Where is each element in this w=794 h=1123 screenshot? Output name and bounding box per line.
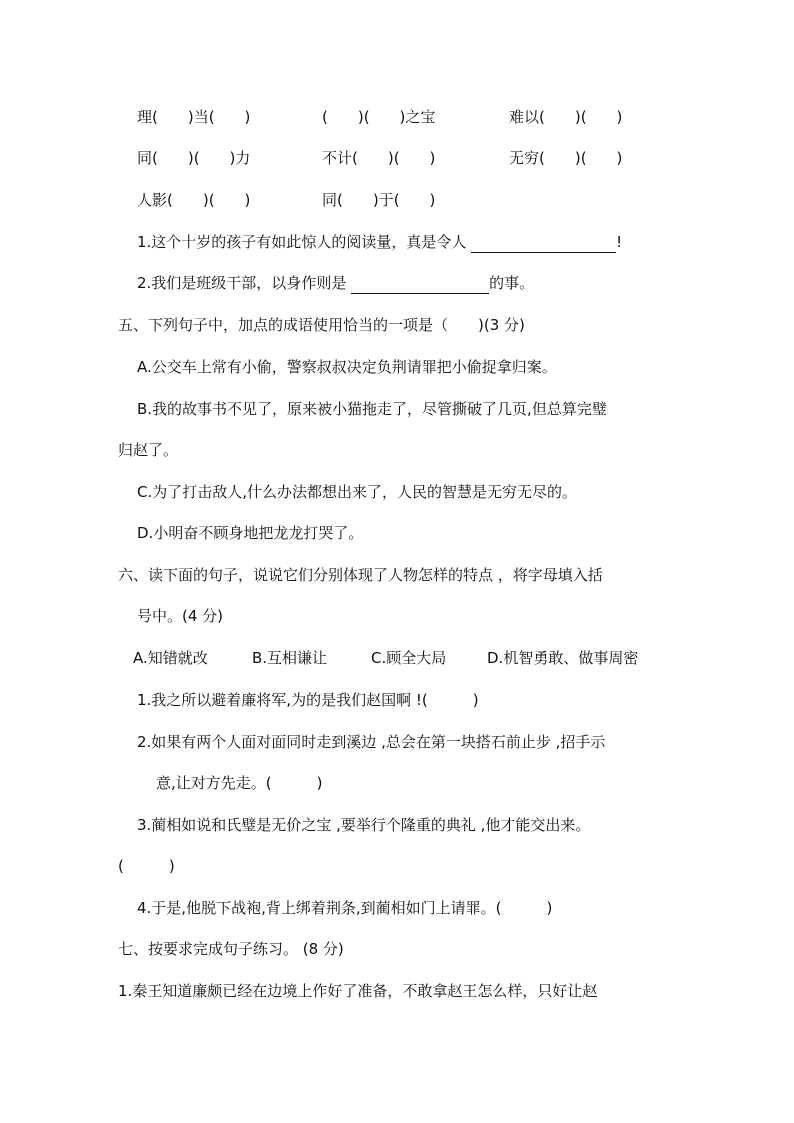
answer-blank-1[interactable] — [471, 232, 616, 253]
idiom-8: 同( )于( ) — [322, 191, 436, 209]
section5-option-d: D.小明奋不顾身地把龙龙打哭了。 — [137, 524, 364, 542]
idiom-1: 理( )当( ) — [137, 108, 251, 126]
section6-question-1: 1.我之所以避着廉将军,为的是我们赵国啊 !( ) — [137, 691, 479, 709]
section6-question-3-line2: ( ) — [118, 857, 175, 875]
idiom-6: 无穷( )( ) — [509, 149, 623, 167]
section6-question-3-line1: 3.蔺相如说和氏璧是无价之宝 ,要举行个隆重的典礼 ,他才能交出来。 — [137, 816, 591, 834]
section6-option-c: C.顾全大局 — [371, 649, 447, 667]
section6-option-a: A.知错就改 — [133, 649, 208, 667]
section6-option-d: D.机智勇敢、做事周密 — [487, 649, 639, 667]
section6-question-2-line2: 意,让对方先走。( ) — [156, 774, 323, 792]
fill-sentence-2 — [137, 273, 534, 294]
section5-option-c: C.为了打击敌人,什么办法都想出来了，人民的智慧是无穷无尽的。 — [137, 483, 578, 501]
idiom-3: 难以( )( ) — [509, 108, 623, 126]
fill-sentence-2-end: 的事。 — [489, 274, 535, 292]
idiom-4: 同( )( )力 — [137, 149, 251, 167]
fill-sentence-1-text: 1.这个十岁的孩子有如此惊人的阅读量，真是令人 — [137, 233, 467, 251]
section7-title: 七、按要求完成句子练习。 (8 分) — [118, 940, 344, 958]
section6-title-line2: 号中。(4 分) — [137, 607, 224, 625]
idiom-2: ( )( )之宝 — [322, 108, 436, 126]
fill-sentence-1 — [137, 232, 622, 253]
section6-option-b: B.互相谦让 — [252, 649, 328, 667]
answer-blank-2[interactable] — [351, 273, 489, 294]
section7-question-1: 1.秦王知道廉颇已经在边境上作好了准备，不敢拿赵王怎么样，只好让赵 — [118, 982, 598, 1000]
section5-option-a: A.公交车上常有小偷，警察叔叔决定负荆请罪把小偷捉拿归案。 — [137, 358, 557, 376]
section6-question-2-line1: 2.如果有两个人面对面同时走到溪边 ,总会在第一块搭石前止步 ,招手示 — [137, 733, 606, 751]
section5-option-b-line2: 归赵了。 — [118, 441, 179, 459]
section6-question-4: 4.于是,他脱下战袍,背上绑着荆条,到蔺相如门上请罪。( ) — [137, 899, 553, 917]
fill-sentence-1-end: ! — [616, 233, 623, 251]
idiom-5: 不计( )( ) — [322, 149, 436, 167]
fill-sentence-2-text: 2.我们是班级干部，以身作则是 — [137, 274, 347, 292]
idiom-7: 人影( )( ) — [137, 191, 251, 209]
section5-title: 五、下列句子中，加点的成语使用恰当的一项是（ )(3 分) — [118, 316, 525, 334]
section5-option-b-line1: B.我的故事书不见了，原来被小猫拖走了，尽管撕破了几页,但总算完璧 — [137, 400, 607, 418]
section6-title-line1: 六、读下面的句子，说说它们分别体现了人物怎样的特点 ，将字母填入括 — [118, 566, 603, 584]
